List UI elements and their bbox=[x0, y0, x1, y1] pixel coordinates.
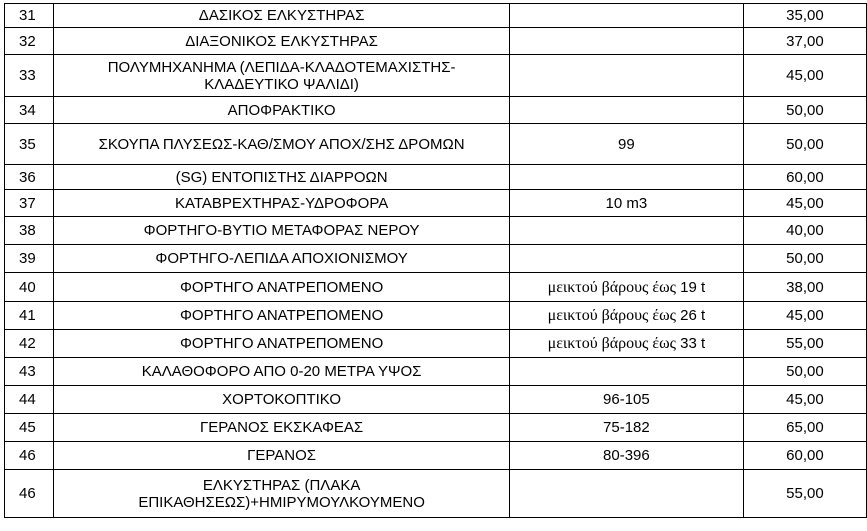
equipment-name bbox=[54, 330, 510, 358]
price-table bbox=[4, 3, 867, 518]
table-row bbox=[5, 165, 867, 190]
row-number: 34 bbox=[5, 97, 54, 124]
row-number: 36 bbox=[5, 165, 54, 190]
price-value: 45,00 bbox=[743, 55, 866, 97]
row-number: 44 bbox=[5, 386, 54, 414]
equipment-name bbox=[54, 165, 510, 190]
price-value: 55,00 bbox=[743, 470, 866, 518]
equipment-name-text: ΕΛΚΥΣΤΗΡΑΣ (ΠΛΑΚΑ ΕΠΙΚΑΘΗΣΕΩΣ)+ΗΜΙΡΥΜΟΥΛΚΟΥΜΕΝΟ bbox=[138, 476, 425, 511]
equipment-name-text: ΓΕΡΑΝΟΣ ΕΚΣΚΑΦΕΑΣ bbox=[199, 419, 364, 436]
equipment-name-text: ΔΙΑΞΟΝΙΚΟΣ ΕΛΚΥΣΤΗΡΑΣ bbox=[185, 32, 378, 50]
equipment-name bbox=[54, 273, 510, 302]
table-row bbox=[5, 414, 867, 442]
table-row bbox=[5, 470, 867, 518]
equipment-name-text: ΚΑΛΑΘΟΦΟΡΟ ΑΠΟ 0-20 ΜΕΤΡΑ ΥΨΟΣ bbox=[141, 363, 422, 380]
table-row bbox=[5, 302, 867, 330]
equipment-name bbox=[54, 414, 510, 442]
spec-cell bbox=[509, 414, 743, 442]
row-number: 46 bbox=[5, 442, 54, 470]
price-value: 60,00 bbox=[743, 165, 866, 190]
table-row bbox=[5, 190, 867, 217]
spec-cell bbox=[509, 273, 743, 302]
equipment-name-text: (SG) ΕΝΤΟΠΙΣΤΗΣ ΔΙΑΡΡΟΩΝ bbox=[175, 168, 388, 186]
table-row bbox=[5, 97, 867, 124]
table-row bbox=[5, 442, 867, 470]
spec-value: 10 m3 bbox=[605, 194, 648, 212]
price-value: 35,00 bbox=[743, 4, 866, 28]
equipment-name bbox=[54, 302, 510, 330]
spec-cell bbox=[509, 55, 743, 97]
row-number: 43 bbox=[5, 358, 54, 386]
spec-cell bbox=[509, 442, 743, 470]
price-value: 45,00 bbox=[743, 190, 866, 217]
price-value: 50,00 bbox=[743, 97, 866, 124]
spec-value: 80-396 bbox=[603, 447, 650, 464]
equipment-name-text: ΦΟΡΤΗΓΟ-ΛΕΠΙΔΑ ΑΠΟΧΙΟΝΙΣΜΟΥ bbox=[155, 250, 408, 267]
equipment-name bbox=[54, 386, 510, 414]
row-number: 41 bbox=[5, 302, 54, 330]
equipment-name-text: ΦΟΡΤΗΓΟ ΑΝΑΤΡΕΠΟΜΕΝΟ bbox=[179, 335, 384, 352]
row-number: 37 bbox=[5, 190, 54, 217]
spec-cell bbox=[509, 217, 743, 245]
equipment-name bbox=[54, 442, 510, 470]
equipment-name-text: ΣΚΟΥΠΑ ΠΛΥΣΕΩΣ-ΚΑΘ/ΣΜΟΥ ΑΠΟΧ/ΣΗΣ ΔΡΟΜΩΝ bbox=[98, 135, 465, 153]
equipment-name-text: ΔΑΣΙΚΟΣ ΕΛΚΥΣΤΗΡΑΣ bbox=[198, 7, 365, 24]
price-value: 45,00 bbox=[743, 302, 866, 330]
price-value: 60,00 bbox=[743, 442, 866, 470]
spec-value: 33 t bbox=[680, 335, 706, 352]
row-number: 35 bbox=[5, 124, 54, 165]
price-value: 40,00 bbox=[743, 217, 866, 245]
equipment-name bbox=[54, 4, 510, 28]
table-row bbox=[5, 28, 867, 55]
row-number: 45 bbox=[5, 414, 54, 442]
table-row bbox=[5, 245, 867, 273]
table-row bbox=[5, 55, 867, 97]
equipment-name-text: ΑΠΟΦΡΑΚΤΙΚΟ bbox=[227, 101, 336, 119]
equipment-name bbox=[54, 245, 510, 273]
equipment-name-text: ΦΟΡΤΗΓΟ ΑΝΑΤΡΕΠΟΜΕΝΟ bbox=[179, 278, 384, 296]
spec-value: 99 bbox=[618, 135, 635, 153]
spec-value: 19 t bbox=[680, 278, 706, 296]
spec-value: 96-105 bbox=[603, 391, 650, 408]
row-number: 31 bbox=[5, 4, 54, 28]
row-number: 40 bbox=[5, 273, 54, 302]
equipment-name-text: ΠΟΛΥΜΗΧΑΝΗΜΑ (ΛΕΠΙΔΑ-ΚΛΑΔΟΤΕΜΑΧΙΣΤΗΣ-ΚΛΑΔΕΥΤΙΚΟ ΨΑΛΙΔΙ) bbox=[107, 58, 456, 93]
row-number: 32 bbox=[5, 28, 54, 55]
price-value: 38,00 bbox=[743, 273, 866, 302]
spec-cell bbox=[509, 124, 743, 165]
equipment-name-text: ΚΑΤΑΒΡΕΧΤΗΡΑΣ-ΥΔΡΟΦΟΡΑ bbox=[174, 194, 389, 212]
spec-cell bbox=[509, 470, 743, 518]
equipment-name-text: ΓΕΡΑΝΟΣ bbox=[247, 447, 317, 464]
spec-cell bbox=[509, 302, 743, 330]
spec-cell bbox=[509, 97, 743, 124]
table-row bbox=[5, 330, 867, 358]
spec-cell bbox=[509, 4, 743, 28]
table-row bbox=[5, 124, 867, 165]
equipment-name bbox=[54, 28, 510, 55]
spec-cell bbox=[509, 28, 743, 55]
price-value: 50,00 bbox=[743, 358, 866, 386]
spec-prefix: μεικτού βάρους έως bbox=[547, 335, 676, 352]
price-value: 55,00 bbox=[743, 330, 866, 358]
table-row bbox=[5, 358, 867, 386]
price-value: 65,00 bbox=[743, 414, 866, 442]
spec-cell bbox=[509, 386, 743, 414]
spec-cell bbox=[509, 245, 743, 273]
equipment-name bbox=[54, 190, 510, 217]
spec-value: 26 t bbox=[680, 307, 706, 324]
spec-cell bbox=[509, 190, 743, 217]
equipment-name bbox=[54, 55, 510, 97]
spec-prefix: μεικτού βάρους έως bbox=[547, 307, 676, 324]
equipment-name-text: ΦΟΡΤΗΓΟ-ΒΥΤΙΟ ΜΕΤΑΦΟΡΑΣ ΝΕΡΟΥ bbox=[143, 222, 420, 239]
spec-cell bbox=[509, 330, 743, 358]
spec-value: 75-182 bbox=[603, 419, 650, 436]
row-number: 39 bbox=[5, 245, 54, 273]
price-table-body bbox=[5, 4, 867, 518]
equipment-name-text: ΦΟΡΤΗΓΟ ΑΝΑΤΡΕΠΟΜΕΝΟ bbox=[179, 307, 384, 324]
table-row bbox=[5, 217, 867, 245]
row-number: 33 bbox=[5, 55, 54, 97]
spec-cell bbox=[509, 165, 743, 190]
table-row bbox=[5, 273, 867, 302]
equipment-name bbox=[54, 470, 510, 518]
row-number: 38 bbox=[5, 217, 54, 245]
price-value: 50,00 bbox=[743, 124, 866, 165]
equipment-name bbox=[54, 217, 510, 245]
equipment-name-text: ΧΟΡΤΟΚΟΠΤΙΚΟ bbox=[222, 391, 341, 408]
equipment-name bbox=[54, 358, 510, 386]
price-value: 45,00 bbox=[743, 386, 866, 414]
row-number: 46 bbox=[5, 470, 54, 518]
equipment-name bbox=[54, 124, 510, 165]
table-row bbox=[5, 386, 867, 414]
price-value: 37,00 bbox=[743, 28, 866, 55]
equipment-name bbox=[54, 97, 510, 124]
spec-cell bbox=[509, 358, 743, 386]
spec-prefix: μεικτού βάρους έως bbox=[547, 278, 676, 296]
table-row bbox=[5, 4, 867, 28]
row-number: 42 bbox=[5, 330, 54, 358]
price-value: 50,00 bbox=[743, 245, 866, 273]
